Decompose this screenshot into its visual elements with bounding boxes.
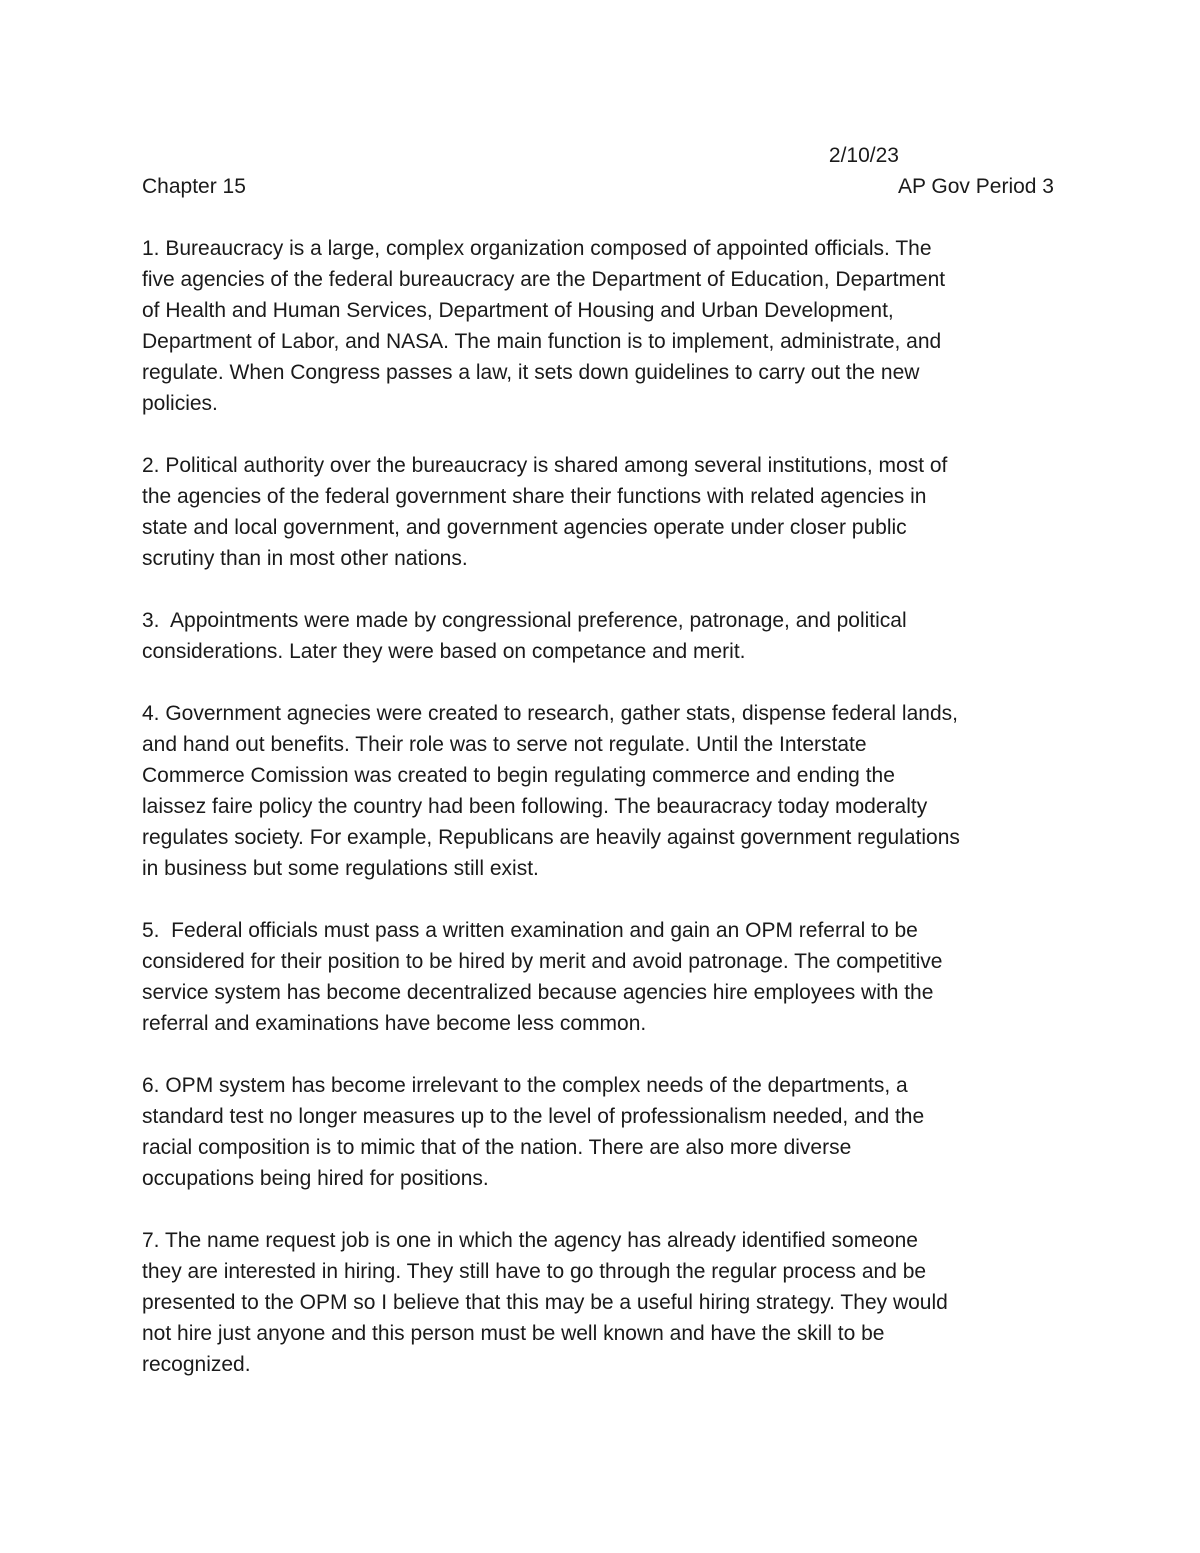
chapter-title: Chapter 15: [142, 175, 246, 198]
answer-7: 7. The name request job is one in which the agency has already identified someone they are interested in hiring. They still have to go through the regular process and be presented to the OPM so I believe that this may be a useful hiring strategy. They would not hire just anyone and this person must be well known and have the skill to be recognized.: [142, 1229, 948, 1376]
course-period: AP Gov Period 3: [897, 175, 1054, 198]
answer-5: 5. Federal officials must pass a written examination and gain an OPM referral to be considered for their position to be hired by merit and avoid patronage. The competitive service system has become decentralized because agencies hire employees with the referral and examinations have become less common.: [142, 919, 943, 1035]
document-date: 2/10/23: [828, 144, 899, 167]
answer-2: 2. Political authority over the bureaucracy is shared among several institutions, most of the agencies of the federal government share their functions with related agencies in state and local government, and government agencies operate under closer public scrutiny than in most other nations.: [142, 454, 948, 570]
answer-4: 4. Government agnecies were created to research, gather stats, dispense federal lands, and hand out benefits. Their role was to serve not regulate. Until the Interstate Commerce Comission was created to begin regulating commerce and ending the laissez faire policy the country had been following. The beauracracy today moderalty regulates society. For example, Republicans are heavily against government regulations in business but some regulations still exist.: [142, 702, 960, 880]
answers-list: [142, 233, 1062, 1411]
document-header: [142, 171, 1054, 202]
answer-1: 1. Bureaucracy is a large, complex organization composed of appointed officials. The five agencies of the federal bureaucracy are the Department of Education, Department of Health and Human Services, Department of Housing and Urban Development, Department of Labor, and NASA. The main function is to implement, administrate, and regulate. When Congress passes a law, it sets down guidelines to carry out the new policies.: [142, 237, 946, 415]
answer-3: 3. Appointments were made by congressional preference, patronage, and political considerations. Later they were based on competance and merit.: [142, 609, 907, 663]
answer-6: 6. OPM system has become irrelevant to the complex needs of the departments, a standard test no longer measures up to the level of professionalism needed, and the racial composition is to mimic that of the nation. There are also more diverse occupations being hired for positions.: [142, 1074, 925, 1190]
